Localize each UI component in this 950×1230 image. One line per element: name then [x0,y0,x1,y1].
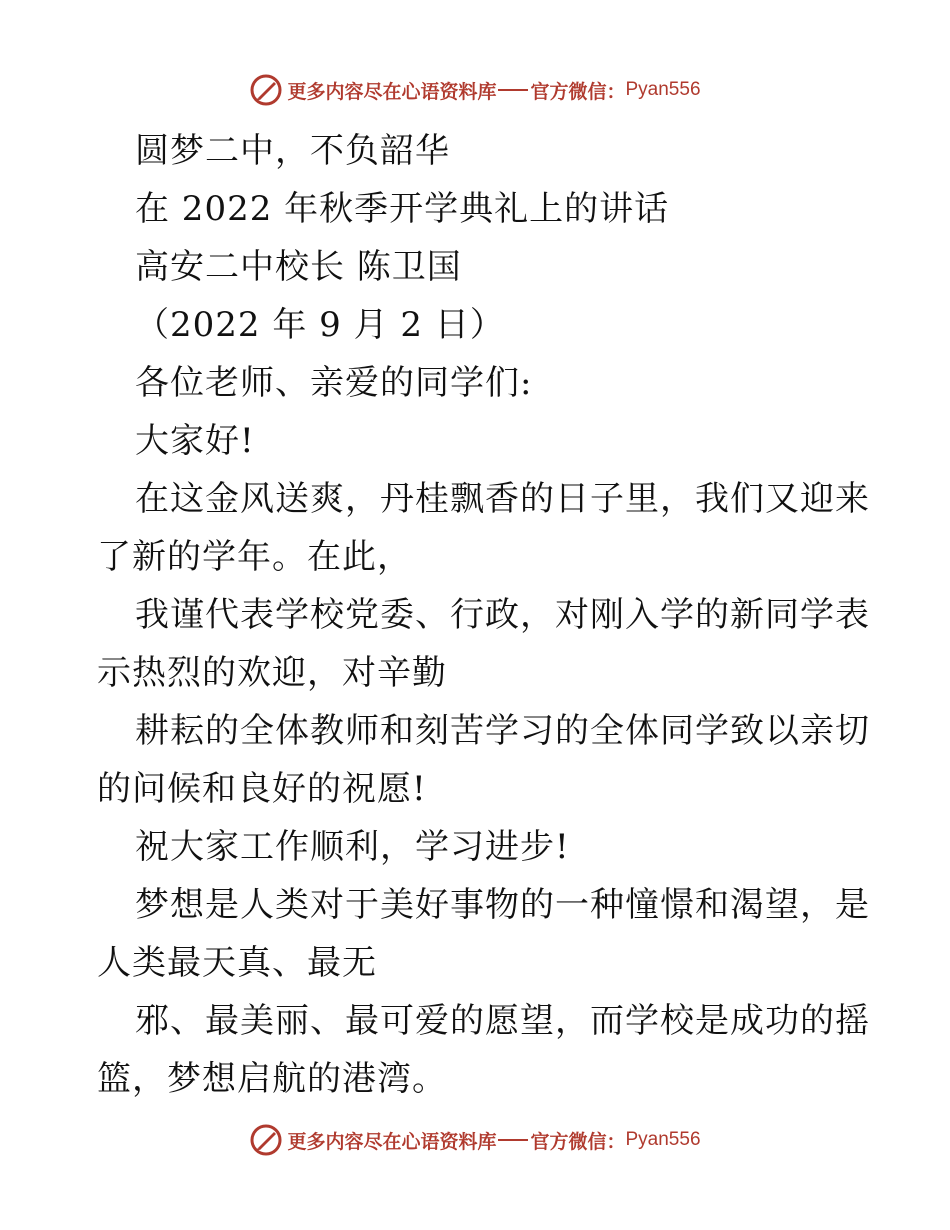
watermark-wechat-id: Pyan556 [625,79,701,100]
paragraph-line: 梦想是人类对于美好事物的一种憧憬和渴望，是 [135,885,870,925]
header-watermark-banner [0,70,950,110]
paragraph-line: 的问候和良好的祝愿! [97,769,427,809]
speaker-line: 高安二中校长 陈卫国 [135,247,462,287]
salutation: 各位老师、亲爱的同学们: [135,363,533,403]
paragraph-line: 了新的学年。在此， [97,537,412,577]
paragraph-line: 祝大家工作顺利，学习进步! [135,827,570,867]
watermark-dash [498,89,528,91]
quill-pen-logo-icon [249,1123,283,1157]
footer-watermark-banner [0,1120,950,1160]
speech-date: （2022 年 9 月 2 日） [135,305,505,345]
speech-title: 圆梦二中，不负韶华 [135,131,450,171]
paragraph-line: 人类最天真、最无 [97,943,377,983]
quill-pen-logo-icon [249,73,283,107]
paragraph-line: 我谨代表学校党委、行政，对刚入学的新同学表 [135,595,870,635]
paragraph-line: 示热烈的欢迎，对辛勤 [97,653,447,693]
watermark-official-label: 官方微信： [530,1130,626,1153]
paragraph-line: 在这金风送爽，丹桂飘香的日子里，我们又迎来 [135,479,870,519]
watermark-brand-text: 更多内容尽在心语资料库 [287,1130,497,1153]
document-body [97,122,870,1108]
paragraph-line: 耕耘的全体教师和刻苦学习的全体同学致以亲切 [135,711,870,751]
greeting: 大家好! [135,421,255,461]
paragraph-line: 邪、最美丽、最可爱的愿望，而学校是成功的摇 [135,1001,870,1041]
watermark-official-label: 官方微信： [530,80,626,103]
paragraph-line: 篮，梦想启航的港湾。 [97,1059,447,1099]
watermark-wechat-id: Pyan556 [625,1129,701,1150]
watermark-dash [498,1139,528,1141]
watermark-brand-text: 更多内容尽在心语资料库 [287,80,497,103]
speech-subtitle: 在 2022 年秋季开学典礼上的讲话 [135,189,670,229]
